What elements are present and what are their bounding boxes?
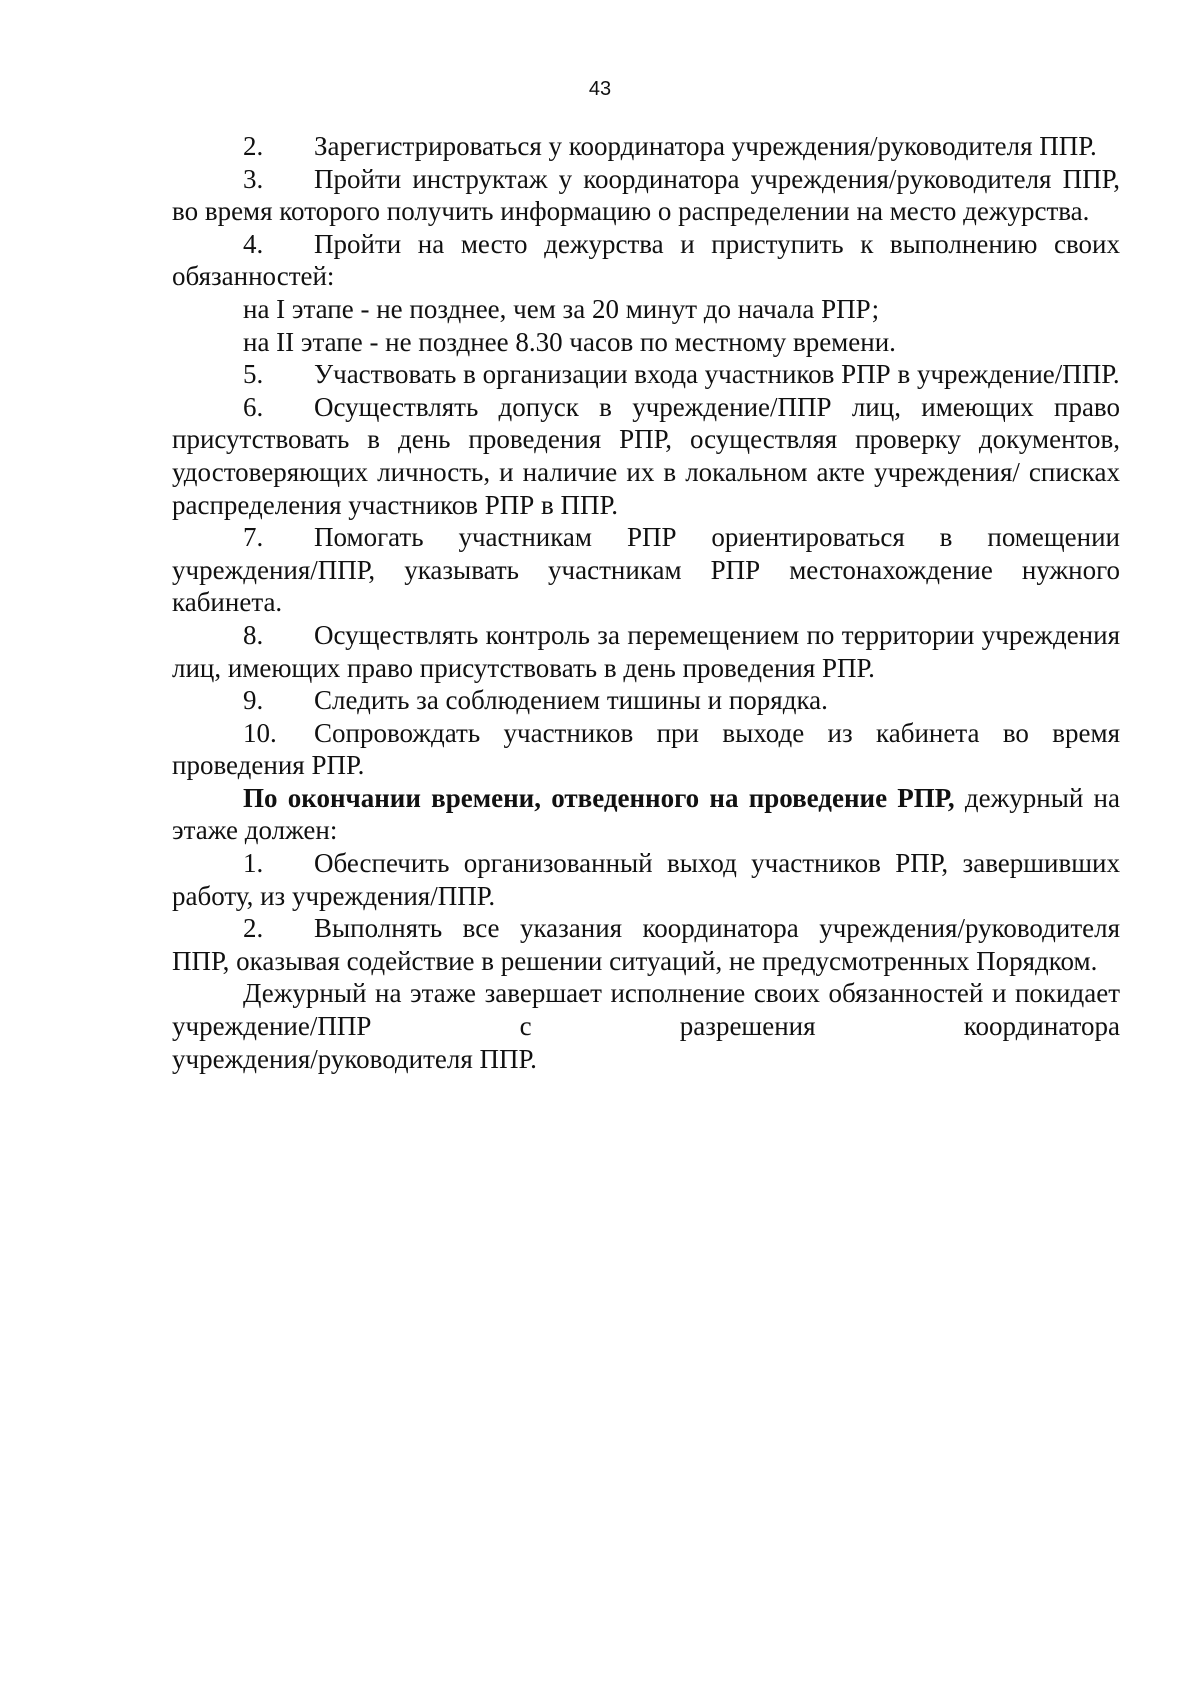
list-item <box>172 391 1120 521</box>
item-text: Осуществлять допуск в учреждение/ППР лиц, имеющих право присутствовать в день проведения РПР, осуществляя проверку документов, удостоверяющих личность, и наличие их в локальном акте учреждения/ списках распределения участников РПР в ППР. <box>172 391 1120 520</box>
closing-text: Дежурный на этаже завершает исполнение своих обязанностей и покидает учреждение/ППР с разрешения координатора <box>172 978 1120 1042</box>
list-subitem <box>172 326 1120 359</box>
item-number: 6. <box>243 391 264 422</box>
item-number: 5. <box>243 359 264 390</box>
item-text: Зарегистрироваться у координатора учреждения/руководителя ППР. <box>314 131 1097 161</box>
closing-paragraph-end <box>172 1043 1120 1076</box>
list-item <box>172 684 1120 717</box>
item-number: 10. <box>243 717 277 748</box>
list-subitem <box>172 293 1120 326</box>
list-item <box>172 358 1120 391</box>
item-number: 7. <box>243 522 264 553</box>
list-item <box>172 163 1120 228</box>
item-number: 9. <box>243 685 264 716</box>
list-item <box>172 847 1120 912</box>
item-number: 4. <box>243 228 264 259</box>
item-number: 2. <box>243 131 264 161</box>
item-text: на I этапе - не позднее, чем за 20 минут до начала РПР; <box>243 293 880 324</box>
list-item <box>172 130 1120 163</box>
item-text: Пройти инструктаж у координатора учреждения/руководителя ППР, во время которого получить информацию о распределении на место дежурства. <box>172 163 1120 227</box>
list-item <box>172 521 1120 619</box>
item-text: Обеспечить организованный выход участников РПР, завершивших работу, из учреждения/ППР. <box>172 848 1120 911</box>
item-text: Выполнять все указания координатора учреждения/руководителя ППР, оказывая содействие в решении ситуаций, не предусмотренных Порядком. <box>172 913 1120 976</box>
list-item <box>172 228 1120 293</box>
item-number: 3. <box>243 163 264 194</box>
item-text: Осуществлять контроль за перемещением по территории учреждения лиц, имеющих право присутствовать в день проведения РПР. <box>172 619 1120 683</box>
section-bold-lead: По окончании времени, отведенного на проведение РПР, <box>243 782 955 813</box>
item-number: 8. <box>243 619 264 650</box>
item-number: 2. <box>243 913 264 944</box>
item-number: 1. <box>243 848 264 879</box>
item-text: Помогать участникам РПР ориентироваться в помещении учреждения/ППР, указывать участникам РПР местонахождение нужного кабинета. <box>172 522 1120 618</box>
list-item <box>172 912 1120 977</box>
document-body <box>172 130 1120 1075</box>
item-text: Сопровождать участников при выходе из кабинета во время проведения РПР. <box>172 717 1120 781</box>
closing-paragraph <box>172 977 1120 1042</box>
list-item <box>172 717 1120 782</box>
section-rest: дежурный на этаже должен: <box>172 782 1120 846</box>
list-item <box>172 619 1120 684</box>
item-text: Следить за соблюдением тишины и порядка. <box>314 685 828 716</box>
item-text: Пройти на место дежурства и приступить к выполнению своих обязанностей: <box>172 228 1120 292</box>
section-heading-paragraph <box>172 782 1120 847</box>
item-text: Участвовать в организации входа участников РПР в учреждение/ППР. <box>314 359 1120 390</box>
page-number: 43 <box>588 78 612 100</box>
closing-text-end: учреждения/руководителя ППР. <box>172 1043 537 1074</box>
item-text: на II этапе - не позднее 8.30 часов по местному времени. <box>243 326 896 357</box>
